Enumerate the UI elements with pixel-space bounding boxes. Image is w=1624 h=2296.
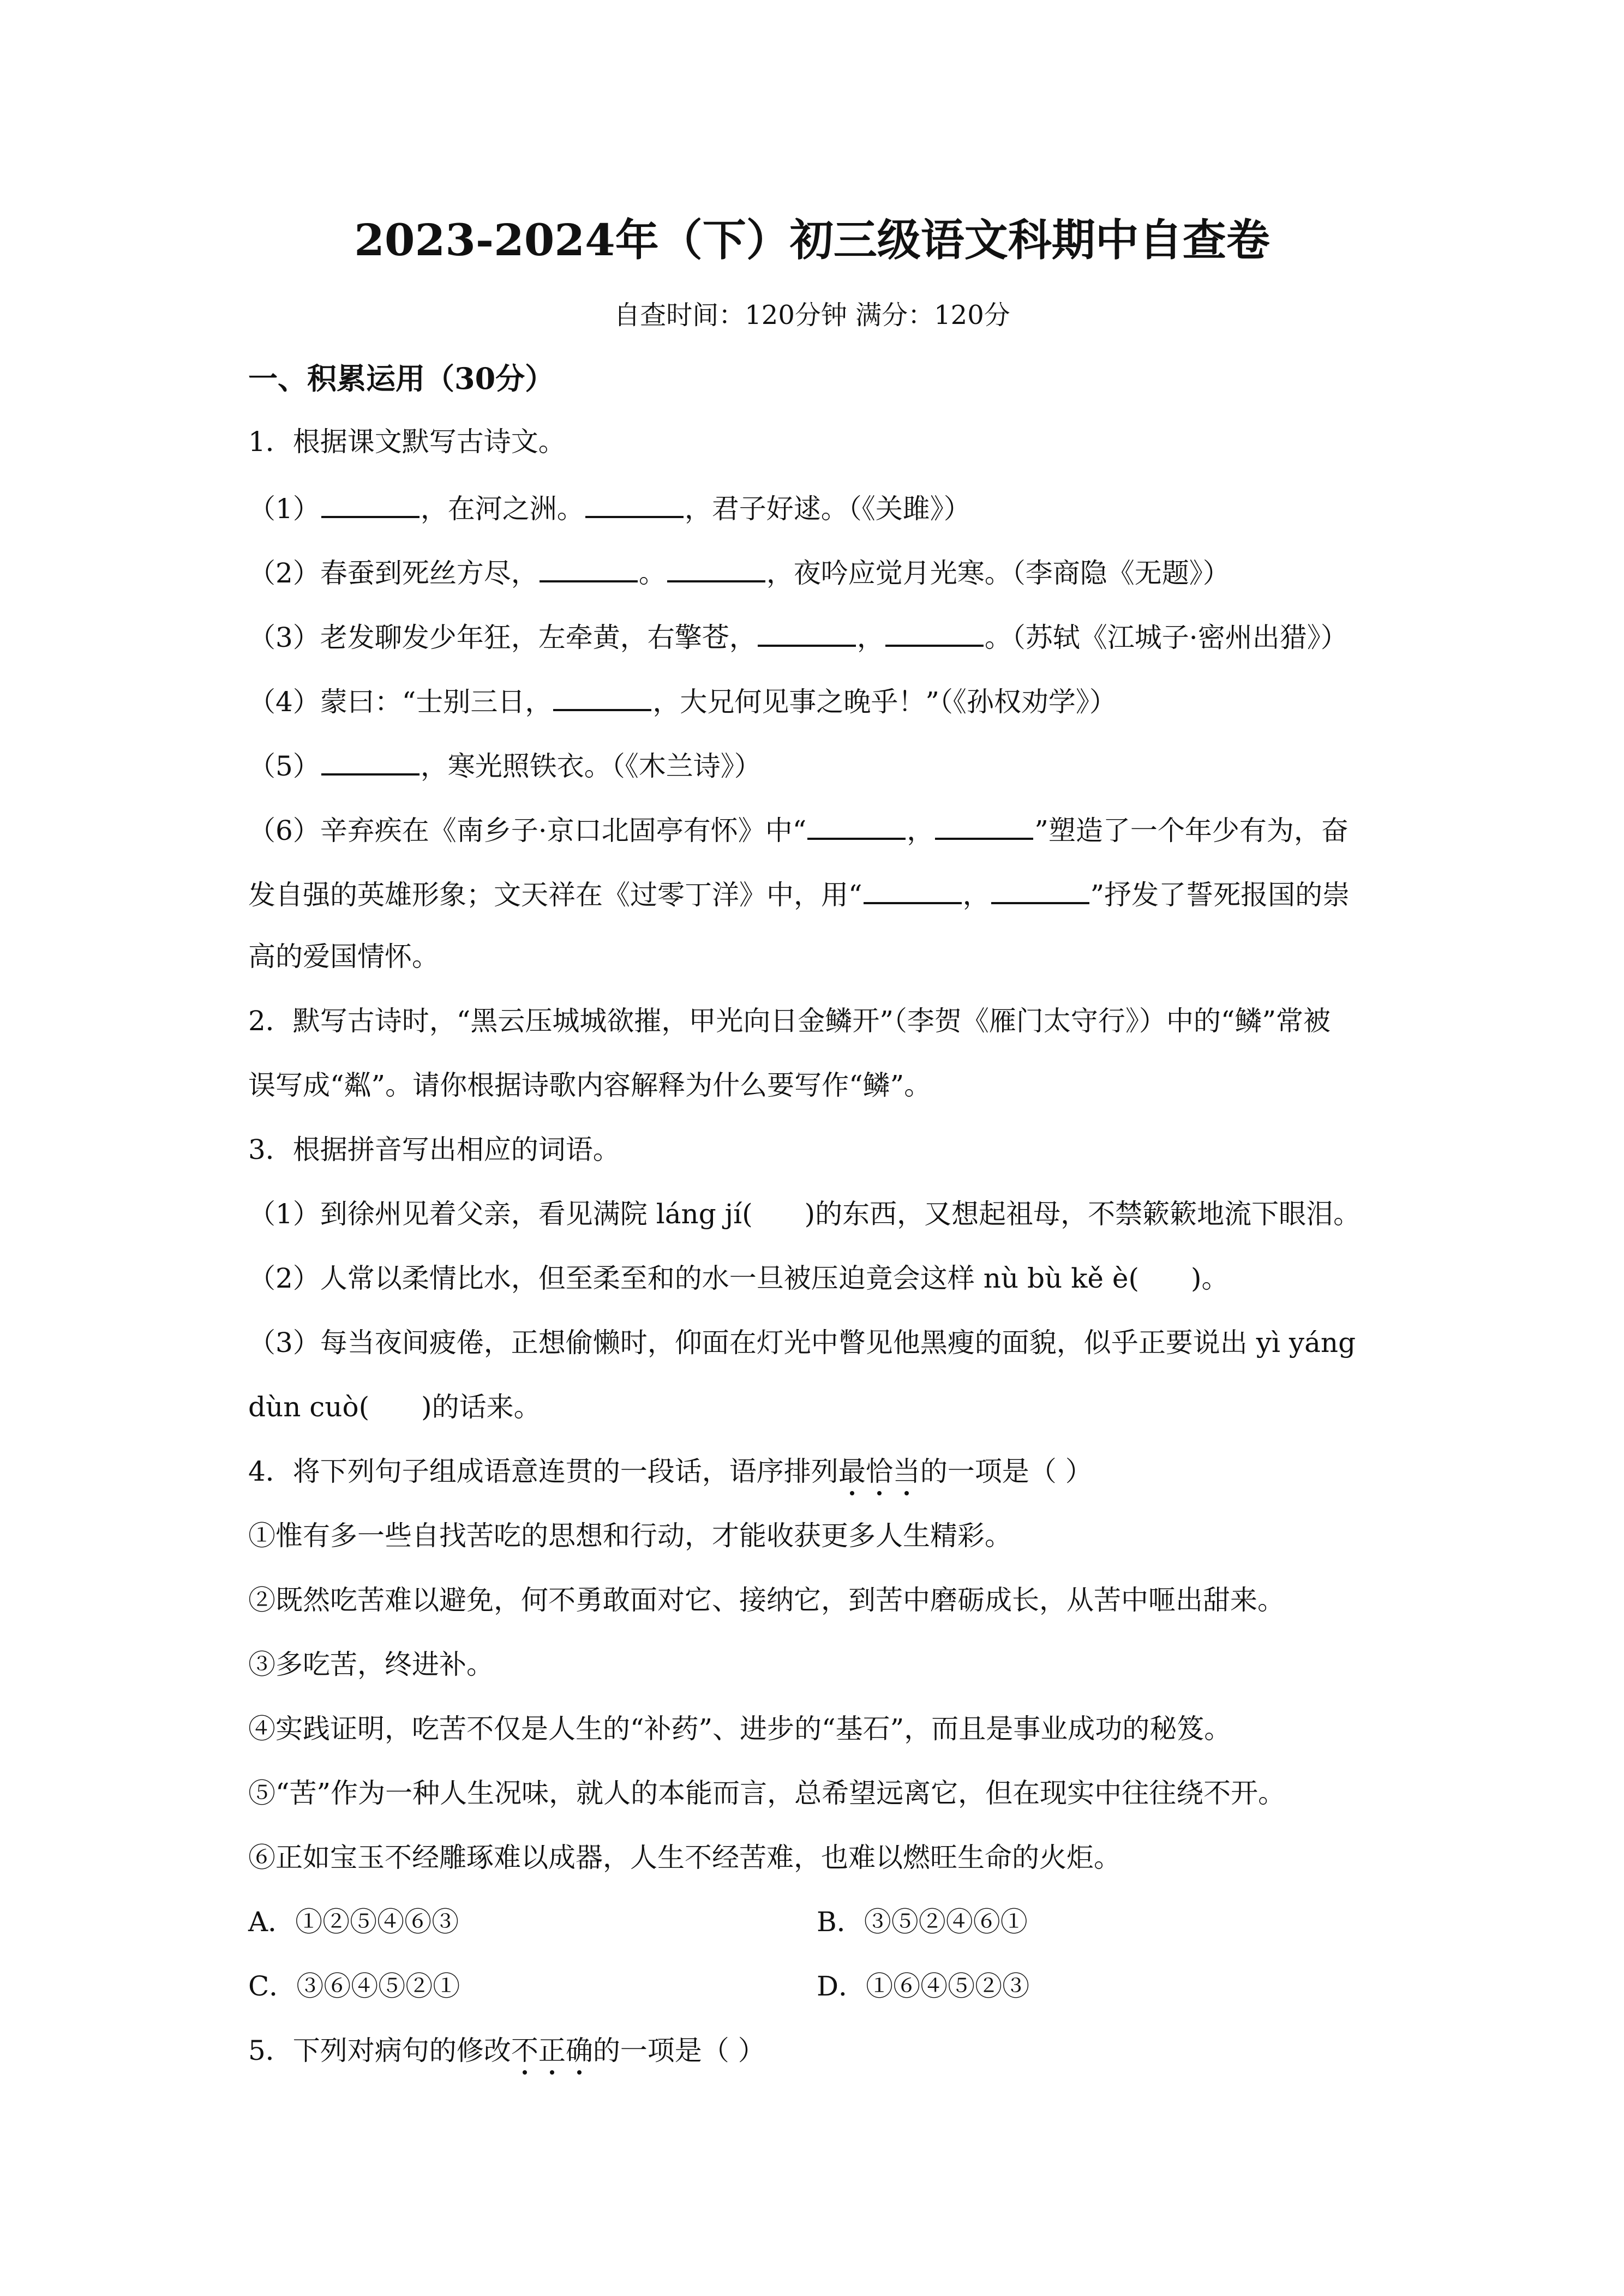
text: （1）到徐州见着父亲，看见满院 láng jí( (248, 1198, 753, 1230)
q3-item-2 (248, 1262, 1389, 1295)
answer-blank[interactable] (321, 490, 420, 518)
text: )的话来。 (421, 1391, 541, 1423)
q1-stem: 1．根据课文默写古诗文。 (248, 426, 566, 458)
q1-item-5 (248, 747, 1389, 783)
text: dùn cuò( (248, 1391, 370, 1423)
text: 5．下列对病句的修改 (248, 2035, 511, 2066)
emphasis-char: 当 (892, 1456, 920, 1487)
answer-blank[interactable] (758, 618, 856, 647)
answer-blank[interactable] (935, 812, 1033, 840)
q4-sentence-2: ②既然吃苦难以避免，何不勇敢面对它、接纳它，到苦中磨砺成长，从苦中咂出甜来。 (248, 1584, 1285, 1616)
q4-sentence-1: ①惟有多一些自找苦吃的思想和行动，才能收获更多人生精彩。 (248, 1520, 1012, 1552)
option-b[interactable]: B．③⑤②④⑥① (817, 1906, 1028, 1938)
emphasis-char: 不 (511, 2035, 538, 2066)
q3-stem: 3．根据拼音写出相应的词语。 (248, 1134, 620, 1165)
emphasis-char: 恰 (865, 1456, 893, 1487)
text: )。 (1190, 1263, 1229, 1294)
exam-info: 自查时间：120分钟 满分：120分 (614, 300, 1010, 330)
emphasis-char: 确 (565, 2035, 593, 2066)
page-title: 2023-2024年（下）初三级语文科期中自查卷 (354, 214, 1270, 266)
text: ，君子好逑。（《关雎》） (684, 493, 971, 525)
q4-sentence-3: ③多吃苦，终进补。 (248, 1649, 494, 1680)
q1-item-6 (248, 812, 1389, 847)
text: 4．将下列句子组成语意连贯的一段话，语序排列 (248, 1456, 838, 1487)
emphasis-char: 正 (538, 2035, 566, 2066)
text: ，在河之洲。 (420, 493, 584, 525)
text: （1） (248, 493, 320, 525)
q1-item-1 (248, 490, 1389, 525)
answer-blank[interactable] (540, 554, 638, 582)
text: 。 (638, 557, 666, 589)
q1-item-2 (248, 554, 1389, 590)
q4-sentence-4: ④实践证明，吃苦不仅是人生的“补药”、进步的“基石”，而且是事业成功的秘笈。 (248, 1713, 1232, 1745)
q3-item-1 (248, 1198, 1389, 1230)
q2-line-1: 2．默写古诗时，“黑云压城城欲摧，甲光向日金鳞开”（李贺《雁门太守行》）中的“鳞”常被 (248, 1005, 1331, 1037)
q3-item-3: （3）每当夜间疲倦，正想偷懒时，仰面在灯光中瞥见他黑瘦的面貌，似乎正要说出 yì yáng (248, 1327, 1356, 1359)
answer-blank[interactable] (991, 876, 1089, 904)
q4-sentence-6: ⑥正如宝玉不经雕琢难以成器，人生不经苦难，也难以燃旺生命的火炬。 (248, 1842, 1121, 1873)
text: ，夜吟应觉月光寒。（李商隐《无题》） (766, 557, 1230, 589)
text: 发自强的英雄形象；文天祥在《过零丁洋》中，用“ (248, 879, 862, 911)
answer-blank[interactable] (807, 812, 906, 840)
q5-stem (248, 2034, 1389, 2067)
q1-item-6-end: 高的爱国情怀。 (248, 941, 439, 972)
text: （3）老发聊发少年狂，左牵黄，右擎苍， (248, 622, 757, 653)
option-a[interactable]: A．①②⑤④⑥③ (248, 1906, 459, 1938)
emphasis-char: 最 (838, 1456, 866, 1487)
q4-stem (248, 1455, 1389, 1488)
text: 的一项是（ ） (920, 1456, 1093, 1487)
option-c[interactable]: C．③⑥④⑤②① (248, 1970, 460, 2002)
q4-sentence-5: ⑤“苦”作为一种人生况味，就人的本能而言，总希望远离它，但在现实中往往绕不开。 (248, 1777, 1286, 1809)
q1-item-6-cont (248, 876, 1389, 911)
text: ，大兄何见事之晚乎！”（《孙权劝学》） (652, 686, 1117, 718)
answer-blank[interactable] (585, 490, 684, 518)
text: 的一项是（ ） (592, 2035, 765, 2066)
q2-line-2: 误写成“粼”。请你根据诗歌内容解释为什么要写作“鳞”。 (248, 1069, 932, 1101)
text: （4）蒙曰：“士别三日， (248, 686, 553, 718)
text: 。（苏轼《江城子·密州出猎》） (984, 622, 1348, 653)
text: （6）辛弃疾在《南乡子·京口北固亭有怀》中“ (248, 815, 807, 846)
text: ”塑造了一个年少有为，奋 (1034, 815, 1349, 846)
text: )的东西，又想起祖母，不禁簌簌地流下眼泪。 (804, 1198, 1361, 1230)
answer-blank[interactable] (885, 618, 984, 647)
option-d[interactable]: D．①⑥④⑤②③ (817, 1970, 1030, 2002)
text: ”抒发了誓死报国的崇 (1090, 879, 1350, 911)
answer-blank[interactable] (864, 876, 962, 904)
text: ， (962, 879, 990, 911)
text: （2）人常以柔情比水，但至柔至和的水一旦被压迫竟会这样 nù bù kě è( (248, 1263, 1139, 1294)
q1-item-4 (248, 683, 1389, 718)
q3-item-3-cont (248, 1391, 1389, 1423)
q1-item-3 (248, 618, 1389, 654)
answer-blank[interactable] (553, 683, 651, 711)
answer-blank[interactable] (667, 554, 765, 582)
text: ， (907, 815, 934, 846)
section-heading: 一、积累运用（30分） (248, 361, 555, 396)
text: ，寒光照铁衣。（《木兰诗》） (420, 750, 762, 782)
text: ， (856, 622, 884, 653)
text: （2）春蚕到死丝方尽， (248, 557, 538, 589)
text: （5） (248, 750, 320, 782)
answer-blank[interactable] (321, 747, 420, 776)
